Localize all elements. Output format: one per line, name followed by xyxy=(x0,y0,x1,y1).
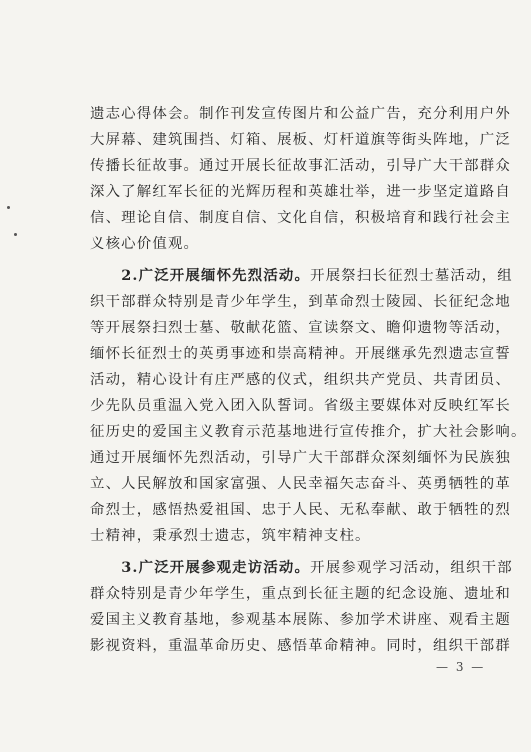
text-line: 通过开展缅怀先烈活动，引导广大干部群众深刻缅怀为民族独 xyxy=(90,450,511,466)
text-line: 命烈士，感悟热爱祖国、忠于人民、无私奉献、敢于牺牲的烈 xyxy=(90,502,511,518)
text-line: 士精神，秉承烈士遗志，筑牢精神支柱。 xyxy=(90,528,371,544)
text-line: 等开展祭扫烈士墓、敬献花篮、宣读祭文、瞻仰遗物等活动， xyxy=(90,320,511,336)
section-heading: 2.广泛开展缅怀先烈活动。 xyxy=(121,267,311,284)
text-line: 织干部群众特别是青少年学生，到革命烈士陵园、长征纪念地 xyxy=(90,294,511,310)
text-line: 缅怀长征烈士的英勇事迹和崇高精神。开展继承先烈遗志宣誓 xyxy=(90,346,511,362)
text-line: 少先队员重温入党入团入队誓词。省级主要媒体对反映红军长 xyxy=(90,398,511,414)
text-line: 信、理论自信、制度自信、文化自信，积极培育和践行社会主 xyxy=(90,210,511,226)
text-line: 深入了解红军长征的光辉历程和英雄壮举，进一步坚定道路自 xyxy=(90,184,511,200)
text-line: 群众特别是青少年学生，重点到长征主题的纪念设施、遗址和 xyxy=(90,586,511,602)
paragraph-first-line xyxy=(90,555,513,581)
page-number: — 3 — xyxy=(436,660,486,674)
text-line: 征历史的爱国主义教育示范基地进行宣传推介，扩大社会影响。 xyxy=(90,424,527,440)
text-line: 活动，精心设计有庄严感的仪式，组织共产党员、共青团员、 xyxy=(90,372,511,388)
text-line: 影视资料，重温革命历史、感悟革命精神。同时，组织干部群 xyxy=(90,638,511,654)
text-line: 传播长征故事。通过开展长征故事汇活动，引导广大干部群众 xyxy=(90,158,511,174)
text-line: 遗志心得体会。制作刊发宣传图片和公益广告，充分利用户外 xyxy=(90,106,511,122)
scan-mark xyxy=(14,233,17,236)
text-line: 爱国主义教育基地，参观基本展陈、参加学术讲座、观看主题 xyxy=(90,612,511,628)
text-line: 开展祭扫长征烈士墓活动，组 xyxy=(310,268,513,284)
text-line: 大屏幕、建筑围挡、灯箱、展板、灯杆道旗等街头阵地，广泛 xyxy=(90,132,511,148)
text-line: 义核心价值观。 xyxy=(90,236,200,252)
section-heading: 3.广泛开展参观走访活动。 xyxy=(121,559,311,576)
text-line: 立、人民解放和国家富强、人民幸福矢志奋斗、英勇牺牲的革 xyxy=(90,476,511,492)
body-text xyxy=(90,101,527,659)
scan-mark xyxy=(7,206,10,209)
paragraph-first-line xyxy=(90,263,513,289)
text-line: 开展参观学习活动，组织干部 xyxy=(310,560,513,576)
